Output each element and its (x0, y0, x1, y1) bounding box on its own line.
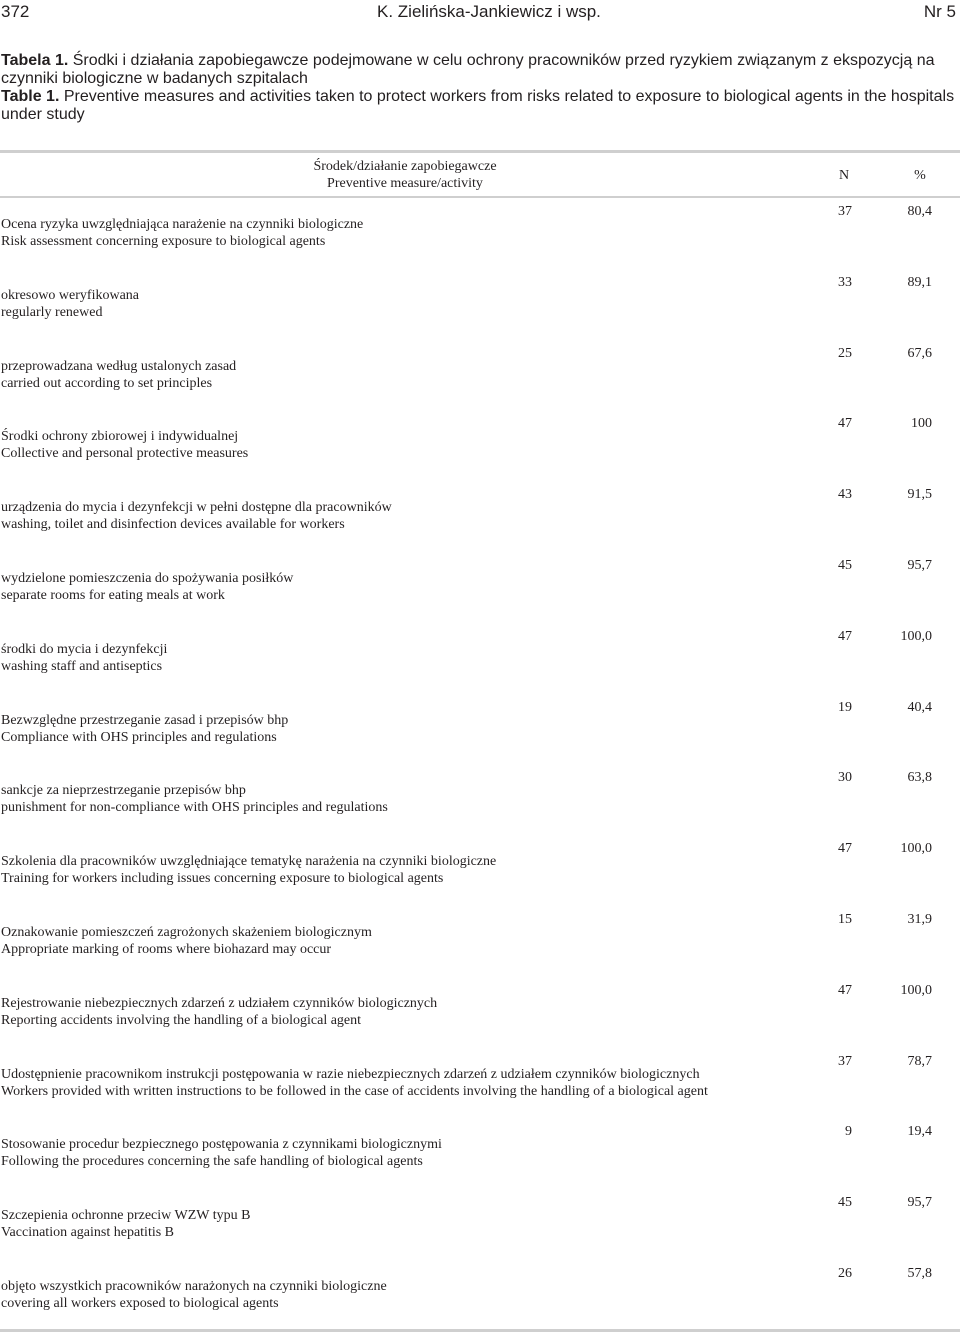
row-label-pl: Środki ochrony zbiorowej i indywidualnej (1, 429, 239, 445)
row-label-pl: urządzenia do mycia i dezynfekcji w pełni dostępne dla pracowników (1, 500, 392, 516)
row-label-en: separate rooms for eating meals at work (1, 587, 225, 603)
row-label-en: washing staff and antiseptics (1, 658, 163, 674)
row-n-value: 26 (838, 1265, 852, 1281)
table-row (0, 203, 960, 274)
row-label-pl: Bezwzględne przestrzeganie zasad i przepisów bhp (1, 712, 289, 728)
table-body (0, 203, 960, 1336)
row-label (1, 1278, 806, 1312)
table-row (0, 1123, 960, 1194)
column-header-measure-pl: Środek/działanie zapobiegawcze (313, 159, 497, 174)
row-label (1, 287, 806, 321)
row-label-en: Compliance with OHS principles and regulations (1, 729, 277, 745)
table-row (0, 345, 960, 416)
column-header-n: N (838, 168, 850, 183)
issue-number: Nr 5 (923, 2, 956, 21)
table-row (0, 911, 960, 982)
row-label-en: Vaccination against hepatitis B (1, 1225, 175, 1241)
caption-english-label: Table 1. (1, 88, 60, 105)
row-label-en: Training for workers including issues concerning exposure to biological agents (1, 871, 444, 887)
table-header-rule (0, 196, 960, 198)
table-row (0, 628, 960, 699)
row-n-value: 43 (838, 487, 852, 503)
row-percent-value: 95,7 (907, 1195, 932, 1211)
row-label (1, 782, 806, 816)
row-label-en: Reporting accidents involving the handling of a biological agent (1, 1012, 362, 1028)
caption-english-text: Preventive measures and activities taken to protect workers from risks related to exposure to biological agents in the hospitals under study (1, 88, 955, 123)
row-label-pl: przeprowadzana według ustalonych zasad (1, 358, 237, 374)
caption-polish-label: Tabela 1. (1, 52, 69, 69)
row-n-value: 33 (838, 274, 852, 290)
row-label-pl: Szkolenia dla pracowników uwzględniające tematykę narażenia na czynniki biologiczne (1, 854, 497, 870)
row-label (1, 641, 806, 675)
row-percent-value: 100,0 (900, 982, 932, 998)
row-label (1, 428, 806, 462)
row-percent-value: 95,7 (907, 557, 932, 573)
row-label (1, 1207, 806, 1241)
row-label-en: Workers provided with written instructions to be followed in the case of accidents involving the handling of a biological agent (1, 1083, 708, 1099)
table-row (0, 699, 960, 770)
row-label (1, 216, 806, 250)
row-n-value: 37 (838, 204, 852, 219)
row-n-value: 37 (838, 1053, 852, 1069)
row-label-pl: okresowo weryfikowana (1, 287, 140, 303)
row-label (1, 1066, 806, 1100)
row-percent-value: 80,4 (907, 204, 932, 219)
row-label-en: carried out according to set principles (1, 375, 213, 391)
row-label-en: Collective and personal protective measures (1, 446, 249, 462)
row-n-value: 19 (838, 699, 852, 715)
table-row (0, 1194, 960, 1265)
row-percent-value: 67,6 (907, 345, 932, 361)
row-percent-value: 40,4 (907, 699, 932, 715)
row-label-pl: Oznakowanie pomieszczeń zagrożonych skażeniem biologicznym (1, 924, 372, 940)
row-label-pl: wydzielone pomieszczenia do spożywania posiłków (1, 570, 294, 586)
table-row (0, 486, 960, 557)
row-n-value: 47 (838, 841, 852, 857)
row-label-en: Risk assessment concerning exposure to biological agents (1, 234, 326, 249)
row-percent-value: 89,1 (907, 274, 932, 290)
row-label-pl: sankcje za nieprzestrzeganie przepisów bhp (1, 783, 246, 799)
column-header-measure-en: Preventive measure/activity (327, 176, 483, 191)
row-percent-value: 100,0 (900, 628, 932, 644)
row-percent-value: 78,7 (907, 1053, 932, 1069)
row-label-en: washing, toilet and disinfection devices available for workers (1, 517, 345, 533)
row-percent-value: 31,9 (907, 911, 932, 927)
row-label (1, 853, 806, 887)
table-row (0, 1265, 960, 1336)
running-authors: K. Zielińska-Jankiewicz i wsp. (377, 2, 601, 21)
table-row (0, 840, 960, 911)
page-number: 372 (1, 2, 30, 21)
table-row (0, 274, 960, 345)
row-n-value: 45 (838, 557, 852, 573)
table-bottom-rule (0, 1329, 960, 1332)
caption-polish (1, 52, 956, 88)
row-label (1, 499, 806, 533)
column-header-percent: % (914, 168, 926, 183)
table-row (0, 557, 960, 628)
table-top-rule (0, 150, 960, 153)
table-row (0, 415, 960, 486)
running-header (0, 0, 960, 28)
row-label-en: covering all workers exposed to biological agents (1, 1295, 279, 1311)
row-n-value: 47 (838, 628, 852, 644)
row-label-pl: środki do mycia i dezynfekcji (1, 641, 168, 657)
row-percent-value: 100,0 (900, 841, 932, 857)
row-n-value: 9 (845, 1124, 852, 1140)
table-row (0, 769, 960, 840)
row-label-pl: Udostępnienie pracownikom instrukcji postępowania w razie niebezpiecznych zdarzeń z udziałem czynników biologicznych (1, 1066, 700, 1082)
row-label-pl: Szczepienia ochronne przeciw WZW typu B (1, 1208, 251, 1224)
row-n-value: 25 (838, 345, 852, 361)
row-n-value: 47 (838, 982, 852, 998)
row-n-value: 30 (838, 770, 852, 786)
row-label-pl: Ocena ryzyka uwzględniająca narażenie na czynniki biologiczne (1, 217, 364, 232)
table-row (0, 1053, 960, 1124)
row-n-value: 45 (838, 1195, 852, 1211)
table-caption (1, 52, 956, 124)
column-header-measure (0, 158, 810, 192)
row-percent-value: 57,8 (907, 1265, 932, 1281)
table-row (0, 982, 960, 1053)
row-n-value: 47 (838, 416, 852, 432)
row-label-en: Appropriate marking of rooms where biohazard may occur (1, 941, 332, 957)
row-label-pl: Rejestrowanie niebezpiecznych zdarzeń z udziałem czynników biologicznych (1, 995, 438, 1011)
row-percent-value: 100 (911, 416, 932, 432)
row-percent-value: 63,8 (907, 770, 932, 786)
row-label-pl: Stosowanie procedur bezpiecznego postępowania z czynnikami biologicznymi (1, 1137, 442, 1153)
row-percent-value: 19,4 (907, 1124, 932, 1140)
row-label (1, 995, 806, 1029)
row-label-en: Following the procedures concerning the safe handling of biological agents (1, 1154, 423, 1170)
row-label-en: punishment for non-compliance with OHS principles and regulations (1, 800, 388, 816)
row-label (1, 1136, 806, 1170)
row-label (1, 712, 806, 746)
row-label (1, 570, 806, 604)
row-n-value: 15 (838, 911, 852, 927)
row-label-en: regularly renewed (1, 304, 103, 320)
row-percent-value: 91,5 (907, 487, 932, 503)
caption-polish-text: Środki i działania zapobiegawcze podejmowane w celu ochrony pracowników przed ryzykiem związanym z ekspozycją na czynniki biologiczne w badanych szpitalach (1, 52, 935, 87)
caption-english (1, 88, 956, 124)
row-label (1, 358, 806, 392)
row-label-pl: objęto wszystkich pracowników narażonych na czynniki biologiczne (1, 1278, 387, 1294)
row-label (1, 924, 806, 958)
